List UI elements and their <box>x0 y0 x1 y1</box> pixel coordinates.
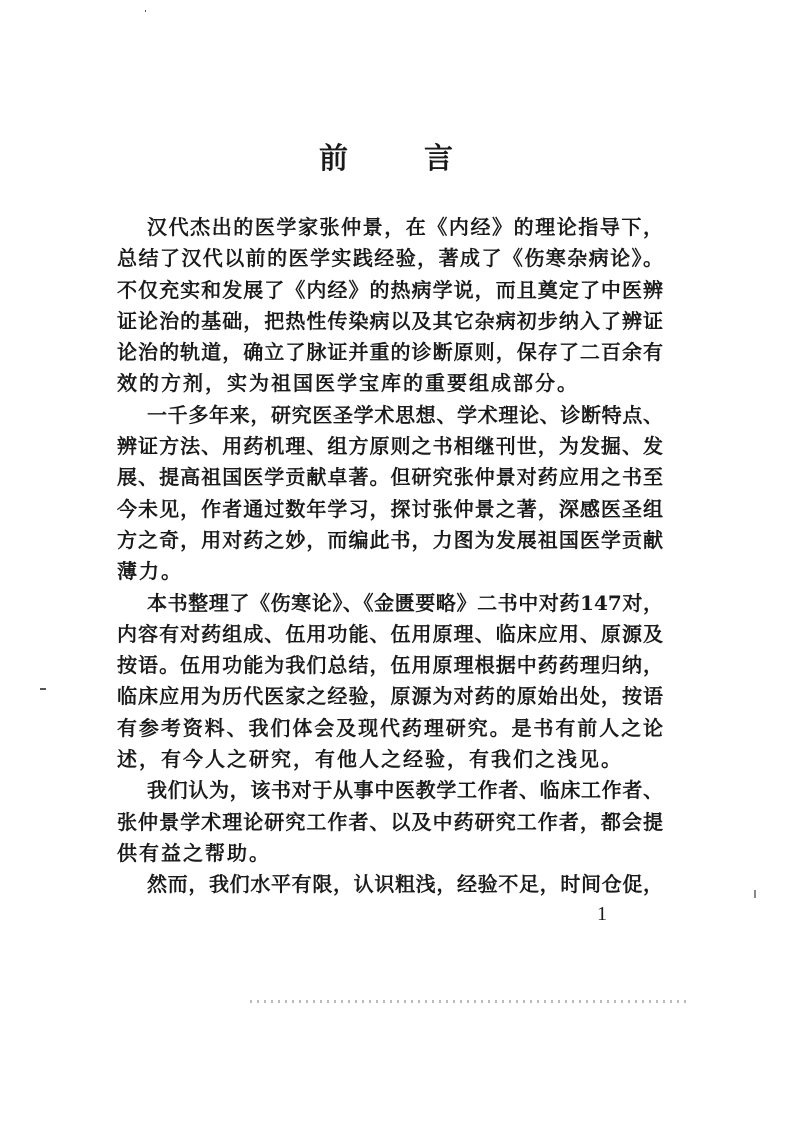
text-line: 我们认为，该书对于从事中医教学工作者、临床工作者、 <box>147 778 663 803</box>
page-number: 1 <box>597 903 607 925</box>
text-line: 证论治的基础，把热性传染病以及其它杂病初步纳入了辨证 <box>117 308 663 333</box>
text-line: 效的方剂，实为祖国医学宝库的重要组成部分。 <box>117 371 579 396</box>
title-char-2: 言 <box>424 141 454 175</box>
scan-noise-line <box>250 1000 690 1003</box>
text-line: 内容有对药组成、伍用功能、伍用原理、临床应用、原源及 <box>117 621 663 646</box>
text-line: 展、提高祖国医学贡献卓著。但研究张仲景对药应用之书至 <box>117 465 663 490</box>
text-line: 按语。伍用功能为我们总结，伍用原理根据中药药理归纳， <box>117 653 663 678</box>
paragraph-4 <box>117 775 663 869</box>
text-line: 然而，我们水平有限，认识粗浅，经验不足，时间仓促， <box>147 872 663 897</box>
paragraph-3 <box>117 588 663 776</box>
scan-speck <box>754 890 756 898</box>
text-line: 方之奇，用对药之妙，而编此书，力图为发展祖国医学贡献 <box>117 527 663 552</box>
text-line: 薄力。 <box>117 559 183 584</box>
page-title <box>0 138 793 178</box>
text-line: 辨证方法、用药机理、组方原则之书相继刊世，为发掘、发 <box>117 434 663 459</box>
text-line: 一千多年来，研究医圣学术思想、学术理论、诊断特点、 <box>147 402 663 427</box>
text-line: 本书整理了《伤寒论》、《金匮要略》二书中对药147对， <box>147 590 663 615</box>
paragraph-1 <box>117 212 663 400</box>
text-line: 有参考资料、我们体会及现代药理研究。是书有前人之论 <box>117 715 663 740</box>
text-line: 临床应用为历代医家之经验，原源为对药的原始出处，按语 <box>117 684 663 709</box>
text-line: 总结了汉代以前的医学实践经验，著成了《伤寒杂病论》。 <box>117 246 663 271</box>
text-line: 不仅充实和发展了《内经》的热病学说，而且奠定了中医辨 <box>117 277 663 302</box>
text-line: 今未见，作者通过数年学习，探讨张仲景之著，深感医圣组 <box>117 496 663 521</box>
title-char-1: 前 <box>319 141 349 175</box>
scan-speck <box>40 688 46 690</box>
paragraph-2 <box>117 400 663 588</box>
preface-body <box>117 212 663 901</box>
text-line: 供有益之帮助。 <box>117 840 271 865</box>
scan-speck <box>145 10 146 12</box>
paragraph-5 <box>117 869 663 900</box>
text-line: 论治的轨道，确立了脉证并重的诊断原则，保存了二百余有 <box>117 340 663 365</box>
text-line: 述，有今人之研究，有他人之经验，有我们之浅见。 <box>117 747 623 772</box>
text-line: 张仲景学术理论研究工作者、以及中药研究工作者，都会提 <box>117 809 663 834</box>
text-line: 汉代杰出的医学家张仲景，在《内经》的理论指导下， <box>147 215 663 239</box>
